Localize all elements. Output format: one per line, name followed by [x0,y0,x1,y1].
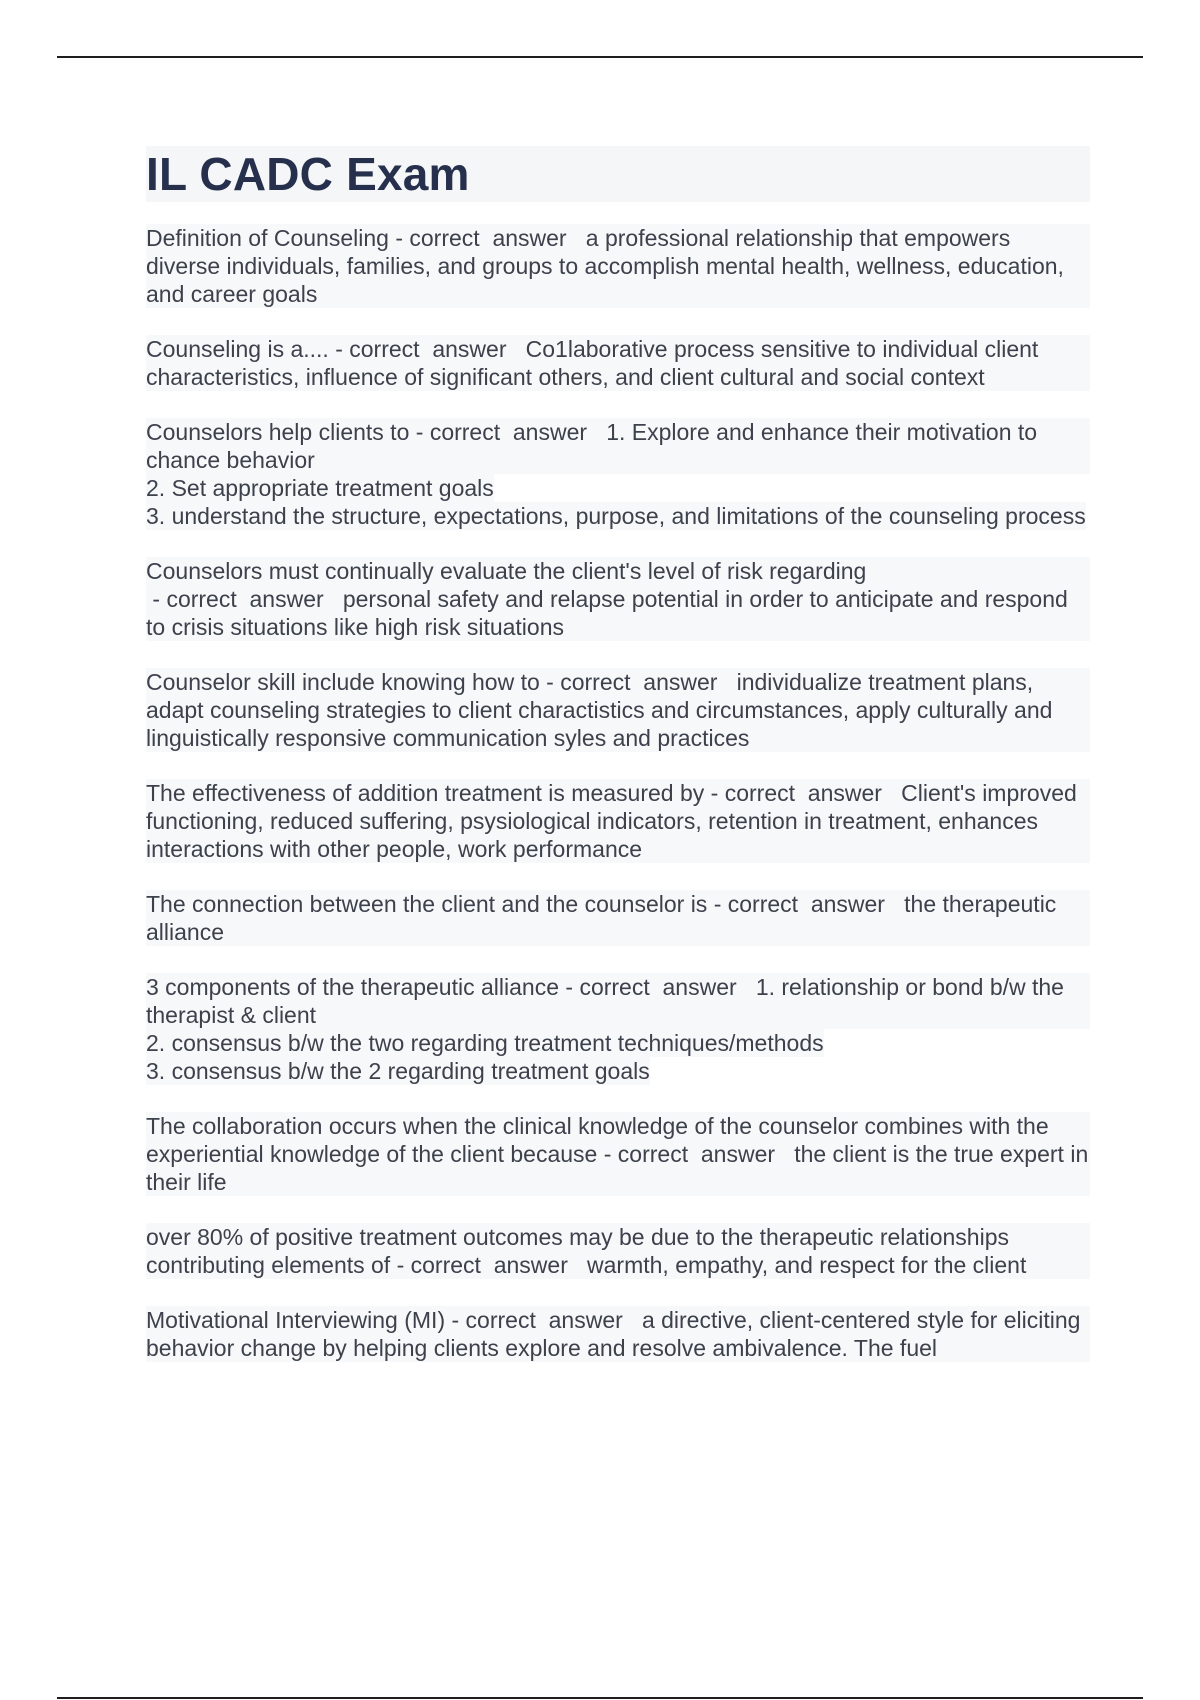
qa-item [146,335,1090,391]
answer-text: 1. relationship or bond b/w the therapist & client [146,974,1064,1028]
answer-text: Client's improved functioning, reduced suffering, psysiological indicators, retention in treatment, enhances interactions with other people, work performance [146,780,1077,862]
answer-list-line: 3. consensus b/w the 2 regarding treatment goals [146,1058,650,1084]
qa-item [146,1223,1090,1279]
qa-main-text [146,973,1090,1029]
answer-separator: - correct answer [704,780,902,806]
answer-separator: - correct answer [559,974,756,1000]
question-text: The effectiveness of addition treatment is measured by [146,780,705,806]
bottom-rule [57,1697,1143,1699]
question-text: Counselor skill include knowing how to [146,669,540,695]
qa-item [146,779,1090,863]
qa-item [146,1306,1090,1362]
answer-text: a directive, client-centered style for eliciting behavior change by helping clients explore and resolve ambivalence. The fuel [146,1307,1081,1361]
question-text: The collaboration occurs when the clinical knowledge of the counselor combines with the experiential knowledge of the client because [146,1113,1049,1167]
answer-separator: - correct answer [146,586,343,612]
qa-main-text [146,890,1090,946]
answer-separator: - correct answer [597,1141,795,1167]
answer-separator: - correct answer [388,225,586,251]
page-title: IL CADC Exam [146,146,1090,202]
answer-text: individualize treatment plans, adapt counseling strategies to client charactistics and circumstances, apply culturally and linguistically responsive communication syles and practices [146,669,1053,751]
page-content [146,146,1090,1389]
answer-text: personal safety and relapse potential in order to anticipate and respond to crisis situations like high risk situations [146,586,1068,640]
question-text: Counseling is a.... [146,336,329,362]
answer-text: warmth, empathy, and respect for the client [587,1252,1027,1278]
qa-item [146,224,1090,308]
answer-separator: - correct answer [409,419,607,445]
answer-text: the client is the true expert in their life [146,1141,1089,1195]
answer-text: a professional relationship that empowers diverse individuals, families, and groups to accomplish mental health, wellness, education, and career goals [146,225,1064,307]
qa-list [146,224,1090,1362]
qa-item [146,1112,1090,1196]
qa-main-text [146,224,1090,308]
qa-main-text [146,1223,1090,1279]
question-text: over 80% of positive treatment outcomes may be due to the therapeutic relationships contributing elements of [146,1224,1009,1278]
answer-list-line: 2. consensus b/w the two regarding treatment techniques/methods [146,1030,824,1056]
qa-main-text [146,668,1090,752]
qa-main-text [146,557,1090,641]
answer-separator: - correct answer [445,1307,642,1333]
question-text: 3 components of the therapeutic alliance [146,974,559,1000]
answer-separator: - correct answer [328,336,526,362]
question-text: Counselors help clients to [146,419,410,445]
qa-main-text [146,1112,1090,1196]
qa-item [146,973,1090,1085]
qa-main-text [146,335,1090,391]
answer-text: 1. Explore and enhance their motivation to chance behavior [146,419,1038,473]
answer-separator: - correct answer [707,891,905,917]
qa-main-text [146,1306,1090,1362]
top-rule [57,56,1143,58]
qa-item [146,668,1090,752]
answer-text: Co1laborative process sensitive to individual client characteristics, influence of significant others, and client cultural and social context [146,336,1039,390]
answer-text: the therapeutic alliance [146,891,1057,945]
question-text: Definition of Counseling [146,225,389,251]
qa-item [146,418,1090,530]
answer-separator: - correct answer [390,1252,588,1278]
qa-main-text [146,418,1090,474]
question-text: Motivational Interviewing (MI) [146,1307,446,1333]
answer-list-line: 2. Set appropriate treatment goals [146,475,494,501]
question-text: Counselors must continually evaluate the client's level of risk regarding [146,558,867,584]
qa-item [146,890,1090,946]
qa-main-text [146,779,1090,863]
qa-item [146,557,1090,641]
question-text: The connection between the client and the counselor is [146,891,708,917]
answer-list-line: 3. understand the structure, expectations, purpose, and limitations of the counseling process [146,503,1086,529]
answer-separator: - correct answer [539,669,737,695]
